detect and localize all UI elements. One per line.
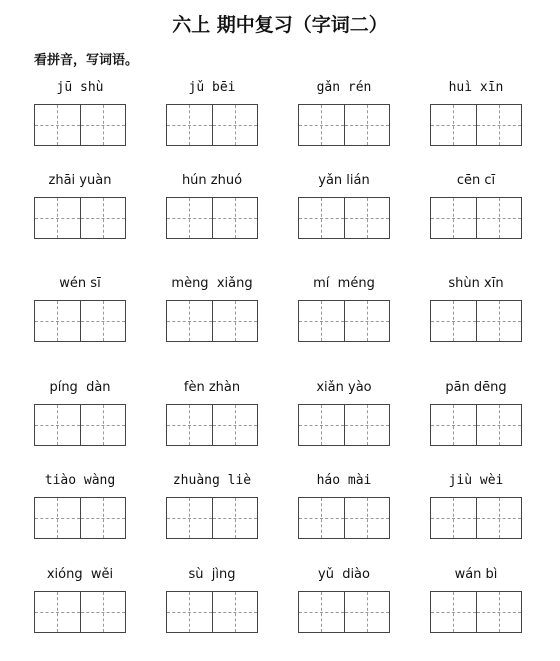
- pinyin-label: hún zhuó: [181, 173, 243, 188]
- character-grid-box[interactable]: [476, 301, 522, 341]
- writing-boxes: [166, 404, 258, 446]
- character-grid-box[interactable]: [80, 405, 126, 445]
- character-grid-box[interactable]: [431, 198, 476, 238]
- pinyin-label: mèng xiǎng: [171, 276, 253, 291]
- character-grid-box[interactable]: [299, 592, 344, 632]
- pinyin-label: jiù wèi: [448, 473, 504, 488]
- writing-boxes: [298, 497, 390, 539]
- writing-boxes: [430, 497, 522, 539]
- pinyin-item: [430, 380, 522, 470]
- writing-boxes: [298, 591, 390, 633]
- pinyin-item: [34, 276, 126, 366]
- character-grid-box[interactable]: [476, 105, 522, 145]
- writing-boxes: [34, 497, 126, 539]
- pinyin-item: [166, 173, 258, 263]
- character-grid-box[interactable]: [35, 592, 80, 632]
- character-grid-box[interactable]: [80, 301, 126, 341]
- character-grid-box[interactable]: [431, 105, 476, 145]
- character-grid-box[interactable]: [80, 105, 126, 145]
- pinyin-label: yǎn lián: [318, 173, 370, 188]
- writing-boxes: [430, 104, 522, 146]
- character-grid-box[interactable]: [476, 405, 522, 445]
- pinyin-item: [298, 80, 390, 170]
- pinyin-label: yǔ diào: [318, 567, 370, 582]
- pinyin-label: fèn zhàn: [183, 380, 241, 395]
- pinyin-label: jǔ bēi: [188, 80, 236, 95]
- pinyin-item: [166, 380, 258, 470]
- pinyin-label: xiǎn yào: [316, 380, 372, 395]
- pinyin-label: cēn cī: [456, 173, 496, 188]
- pinyin-item: [166, 567, 258, 657]
- instruction-text: 看拼音，写词语。: [34, 53, 139, 68]
- writing-boxes: [166, 300, 258, 342]
- character-grid-box[interactable]: [212, 105, 258, 145]
- pinyin-item: [298, 473, 390, 563]
- pinyin-item: [166, 473, 258, 563]
- character-grid-box[interactable]: [299, 301, 344, 341]
- pinyin-label: mí méng: [313, 276, 375, 291]
- pinyin-label: shùn xīn: [448, 276, 504, 291]
- pinyin-item: [34, 567, 126, 657]
- pinyin-label: zhuàng liè: [172, 473, 252, 488]
- pinyin-item: [34, 380, 126, 470]
- pinyin-label: tiào wàng: [44, 473, 116, 488]
- character-grid-box[interactable]: [35, 498, 80, 538]
- character-grid-box[interactable]: [167, 301, 212, 341]
- character-grid-box[interactable]: [299, 198, 344, 238]
- pinyin-item: [34, 173, 126, 263]
- character-grid-box[interactable]: [476, 592, 522, 632]
- pinyin-item: [430, 567, 522, 657]
- pinyin-item: [34, 80, 126, 170]
- pinyin-label: huì xīn: [448, 80, 504, 95]
- pinyin-item: [298, 567, 390, 657]
- pinyin-label: háo mài: [316, 473, 372, 488]
- pinyin-item: [34, 473, 126, 563]
- pinyin-item: [298, 380, 390, 470]
- character-grid-box[interactable]: [80, 592, 126, 632]
- writing-boxes: [166, 197, 258, 239]
- character-grid-box[interactable]: [35, 105, 80, 145]
- writing-boxes: [298, 104, 390, 146]
- pinyin-item: [166, 276, 258, 366]
- character-grid-box[interactable]: [299, 105, 344, 145]
- character-grid-box[interactable]: [167, 198, 212, 238]
- character-grid-box[interactable]: [212, 301, 258, 341]
- writing-boxes: [34, 197, 126, 239]
- pinyin-label: zhāi yuàn: [48, 173, 112, 188]
- writing-boxes: [430, 404, 522, 446]
- character-grid-box[interactable]: [344, 405, 390, 445]
- character-grid-box[interactable]: [212, 498, 258, 538]
- writing-boxes: [430, 300, 522, 342]
- writing-boxes: [298, 300, 390, 342]
- character-grid-box[interactable]: [167, 405, 212, 445]
- pinyin-item: [298, 173, 390, 263]
- character-grid-box[interactable]: [431, 301, 476, 341]
- character-grid-box[interactable]: [344, 301, 390, 341]
- writing-boxes: [298, 404, 390, 446]
- pinyin-item: [166, 80, 258, 170]
- pinyin-label: wán bì: [454, 567, 498, 582]
- writing-boxes: [430, 591, 522, 633]
- pinyin-label: xióng wěi: [46, 567, 114, 582]
- character-grid-box[interactable]: [35, 405, 80, 445]
- character-grid-box[interactable]: [344, 198, 390, 238]
- character-grid-box[interactable]: [299, 405, 344, 445]
- character-grid-box[interactable]: [80, 498, 126, 538]
- writing-boxes: [166, 104, 258, 146]
- character-grid-box[interactable]: [344, 592, 390, 632]
- writing-boxes: [34, 300, 126, 342]
- pinyin-label: jū shù: [56, 80, 104, 95]
- pinyin-item: [430, 80, 522, 170]
- character-grid-box[interactable]: [80, 198, 126, 238]
- character-grid-box[interactable]: [35, 301, 80, 341]
- character-grid-box[interactable]: [431, 405, 476, 445]
- character-grid-box[interactable]: [167, 498, 212, 538]
- writing-boxes: [298, 197, 390, 239]
- pinyin-label: gǎn rén: [316, 80, 372, 95]
- pinyin-item: [430, 276, 522, 366]
- pinyin-item: [430, 473, 522, 563]
- character-grid-box[interactable]: [344, 498, 390, 538]
- writing-boxes: [166, 497, 258, 539]
- pinyin-item: [298, 276, 390, 366]
- page-title: 六上 期中复习（字词二）: [172, 14, 388, 36]
- character-grid-box[interactable]: [476, 198, 522, 238]
- character-grid-box[interactable]: [167, 592, 212, 632]
- character-grid-box[interactable]: [167, 105, 212, 145]
- pinyin-label: wén sī: [59, 276, 101, 291]
- writing-boxes: [430, 197, 522, 239]
- character-grid-box[interactable]: [476, 498, 522, 538]
- pinyin-item: [430, 173, 522, 263]
- character-grid-box[interactable]: [35, 198, 80, 238]
- character-grid-box[interactable]: [212, 198, 258, 238]
- character-grid-box[interactable]: [212, 592, 258, 632]
- pinyin-label: píng dàn: [49, 380, 111, 395]
- character-grid-box[interactable]: [344, 105, 390, 145]
- character-grid-box[interactable]: [431, 498, 476, 538]
- writing-boxes: [166, 591, 258, 633]
- writing-boxes: [34, 591, 126, 633]
- character-grid-box[interactable]: [299, 498, 344, 538]
- pinyin-label: pān dēng: [445, 380, 507, 395]
- character-grid-box[interactable]: [212, 405, 258, 445]
- writing-boxes: [34, 404, 126, 446]
- writing-boxes: [34, 104, 126, 146]
- pinyin-label: sù jìng: [188, 567, 236, 582]
- character-grid-box[interactable]: [431, 592, 476, 632]
